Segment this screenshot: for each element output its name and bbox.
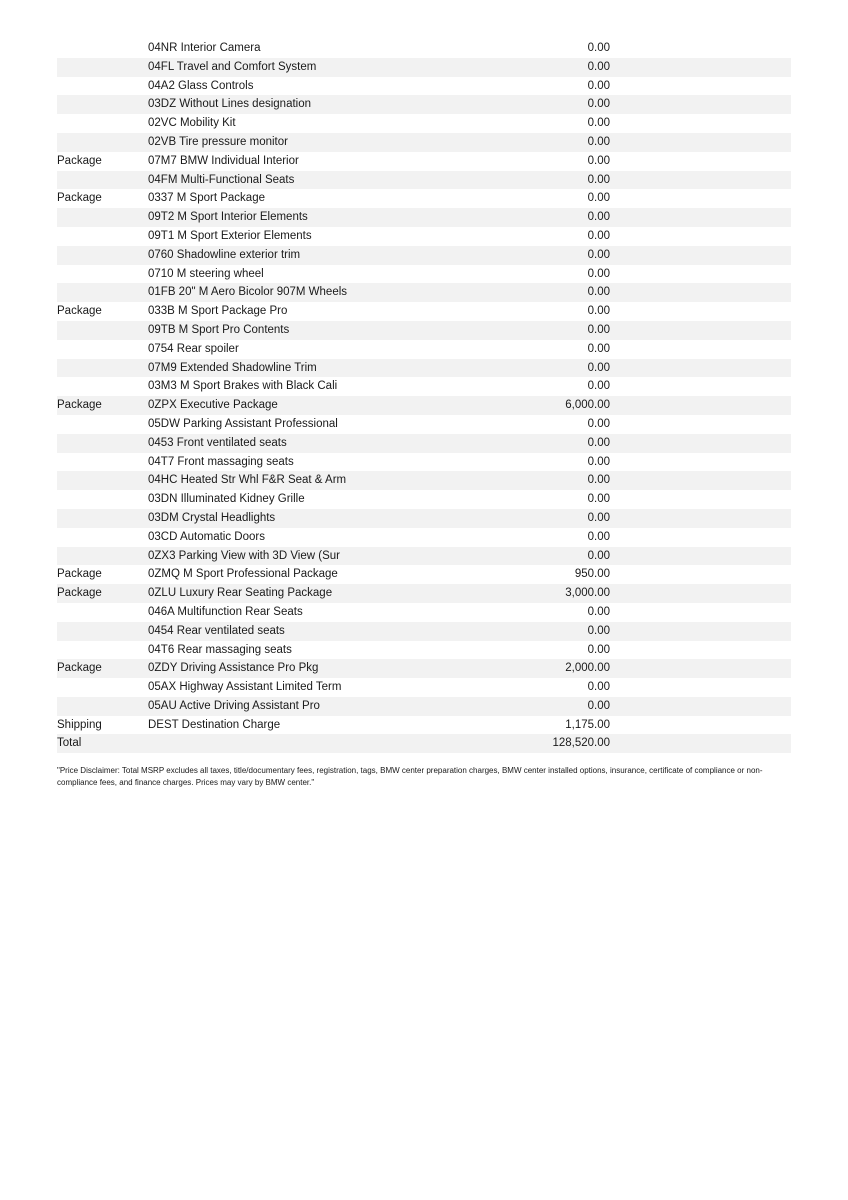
- table-row: [57, 603, 791, 622]
- row-type: [57, 58, 148, 77]
- row-spacer: [610, 171, 791, 190]
- row-price: 0.00: [587, 79, 610, 92]
- row-price: 0.00: [587, 624, 610, 637]
- row-spacer: [610, 396, 791, 415]
- row-description: 04FM Multi-Functional Seats: [148, 173, 295, 186]
- row-type: [57, 547, 148, 566]
- row-type: [57, 208, 148, 227]
- row-price: 0.00: [587, 361, 610, 374]
- row-description: 0ZDY Driving Assistance Pro Pkg: [148, 662, 319, 675]
- row-type: Package: [57, 399, 102, 412]
- row-type: Package: [57, 662, 102, 675]
- table-row: [57, 133, 791, 152]
- row-type: [57, 453, 148, 472]
- row-type: [57, 415, 148, 434]
- row-description: 09T1 M Sport Exterior Elements: [148, 229, 312, 242]
- row-price: 0.00: [587, 305, 610, 318]
- row-spacer: [610, 189, 791, 208]
- row-price: 0.00: [587, 455, 610, 468]
- table-row: [57, 39, 791, 58]
- row-type: [57, 678, 148, 697]
- table-row: [57, 434, 791, 453]
- row-spacer: [610, 565, 791, 584]
- row-type: Package: [57, 305, 102, 318]
- row-price: 950.00: [574, 568, 610, 581]
- row-spacer: [610, 58, 791, 77]
- row-description: [148, 734, 438, 753]
- row-type: [57, 490, 148, 509]
- row-price: 0.00: [587, 530, 610, 543]
- table-row: [57, 227, 791, 246]
- table-row: [57, 547, 791, 566]
- row-description: 04FL Travel and Comfort System: [148, 60, 317, 73]
- row-spacer: [610, 641, 791, 660]
- table-row: [57, 95, 791, 114]
- row-description: 0760 Shadowline exterior trim: [148, 248, 301, 261]
- row-description: 0754 Rear spoiler: [148, 342, 239, 355]
- row-price: 1,175.00: [565, 718, 610, 731]
- row-description: 02VC Mobility Kit: [148, 117, 236, 130]
- table-row: [57, 359, 791, 378]
- row-spacer: [610, 359, 791, 378]
- row-type: Package: [57, 154, 102, 167]
- row-type: [57, 114, 148, 133]
- row-type: [57, 283, 148, 302]
- row-description: 05AX Highway Assistant Limited Term: [148, 681, 342, 694]
- row-spacer: [610, 734, 791, 753]
- row-spacer: [610, 208, 791, 227]
- row-price: 128,520.00: [552, 737, 610, 750]
- row-description: 0454 Rear ventilated seats: [148, 624, 285, 637]
- table-row: [57, 509, 791, 528]
- table-row: [57, 565, 791, 584]
- row-spacer: [610, 283, 791, 302]
- table-row: [57, 716, 791, 735]
- row-price: 0.00: [587, 436, 610, 449]
- row-description: 04A2 Glass Controls: [148, 79, 254, 92]
- row-type: [57, 321, 148, 340]
- row-type: Total: [57, 737, 82, 750]
- row-spacer: [610, 114, 791, 133]
- row-description: 0ZMQ M Sport Professional Package: [148, 568, 338, 581]
- row-price: 0.00: [587, 211, 610, 224]
- row-type: [57, 95, 148, 114]
- table-row: [57, 377, 791, 396]
- table-row: [57, 77, 791, 96]
- row-type: [57, 359, 148, 378]
- row-spacer: [610, 547, 791, 566]
- row-type: [57, 471, 148, 490]
- table-row: [57, 584, 791, 603]
- row-price: 0.00: [587, 643, 610, 656]
- row-price: 0.00: [587, 380, 610, 393]
- row-description: 03CD Automatic Doors: [148, 530, 265, 543]
- row-spacer: [610, 133, 791, 152]
- row-spacer: [610, 302, 791, 321]
- row-description: 0ZPX Executive Package: [148, 399, 278, 412]
- row-price: 0.00: [587, 493, 610, 506]
- table-row: [57, 265, 791, 284]
- row-price: 6,000.00: [565, 399, 610, 412]
- row-description: 033B M Sport Package Pro: [148, 305, 288, 318]
- row-description: 02VB Tire pressure monitor: [148, 135, 288, 148]
- row-spacer: [610, 95, 791, 114]
- table-row: [57, 659, 791, 678]
- row-description: 0ZX3 Parking View with 3D View (Sur: [148, 549, 340, 562]
- row-price: 0.00: [587, 681, 610, 694]
- row-price: 0.00: [587, 192, 610, 205]
- row-spacer: [610, 415, 791, 434]
- row-spacer: [610, 340, 791, 359]
- row-type: [57, 434, 148, 453]
- row-price: 0.00: [587, 154, 610, 167]
- row-type: [57, 246, 148, 265]
- row-spacer: [610, 321, 791, 340]
- row-spacer: [610, 603, 791, 622]
- table-row: [57, 321, 791, 340]
- table-row: [57, 283, 791, 302]
- options-table-body: [57, 39, 791, 753]
- row-spacer: [610, 265, 791, 284]
- table-row: [57, 114, 791, 133]
- row-price: 0.00: [587, 699, 610, 712]
- row-spacer: [610, 697, 791, 716]
- row-price: 0.00: [587, 474, 610, 487]
- row-description: 03DN Illuminated Kidney Grille: [148, 493, 305, 506]
- row-type: [57, 171, 148, 190]
- document-page: [57, 39, 791, 753]
- row-spacer: [610, 471, 791, 490]
- row-price: 0.00: [587, 248, 610, 261]
- row-description: 03M3 M Sport Brakes with Black Cali: [148, 380, 338, 393]
- vehicle-options-table: [57, 39, 791, 753]
- row-description: 04T6 Rear massaging seats: [148, 643, 292, 656]
- table-row: [57, 340, 791, 359]
- row-description: 05AU Active Driving Assistant Pro: [148, 699, 320, 712]
- row-spacer: [610, 39, 791, 58]
- row-description: DEST Destination Charge: [148, 718, 281, 731]
- table-row: [57, 246, 791, 265]
- row-price: 0.00: [587, 42, 610, 54]
- row-spacer: [610, 528, 791, 547]
- row-spacer: [610, 434, 791, 453]
- row-description: 09TB M Sport Pro Contents: [148, 323, 290, 336]
- row-price: 0.00: [587, 286, 610, 299]
- row-description: 03DM Crystal Headlights: [148, 511, 276, 524]
- row-description: 01FB 20" M Aero Bicolor 907M Wheels: [148, 286, 348, 299]
- row-type: [57, 77, 148, 96]
- row-type: Package: [57, 568, 102, 581]
- row-spacer: [610, 246, 791, 265]
- row-type: Package: [57, 192, 102, 205]
- table-row: [57, 641, 791, 660]
- row-price: 0.00: [587, 605, 610, 618]
- row-price: 0.00: [587, 342, 610, 355]
- row-price: 0.00: [587, 323, 610, 336]
- table-row: [57, 697, 791, 716]
- row-spacer: [610, 227, 791, 246]
- row-type: [57, 509, 148, 528]
- row-type: [57, 265, 148, 284]
- row-price: 0.00: [587, 511, 610, 524]
- table-row: [57, 302, 791, 321]
- row-description: 04T7 Front massaging seats: [148, 455, 294, 468]
- table-row: [57, 171, 791, 190]
- row-spacer: [610, 152, 791, 171]
- table-row: [57, 734, 791, 753]
- row-description: 0453 Front ventilated seats: [148, 436, 287, 449]
- row-price: 0.00: [587, 267, 610, 280]
- table-row: [57, 622, 791, 641]
- table-row: [57, 152, 791, 171]
- row-description: 04HC Heated Str Whl F&R Seat & Arm: [148, 474, 347, 487]
- row-spacer: [610, 659, 791, 678]
- row-type: [57, 377, 148, 396]
- table-row: [57, 490, 791, 509]
- row-type: Shipping: [57, 718, 102, 731]
- row-description: 04NR Interior Camera: [148, 42, 261, 54]
- row-type: [57, 133, 148, 152]
- row-description: 07M9 Extended Shadowline Trim: [148, 361, 317, 374]
- row-type: [57, 603, 148, 622]
- table-row: [57, 415, 791, 434]
- row-type: [57, 622, 148, 641]
- row-description: 05DW Parking Assistant Professional: [148, 417, 338, 430]
- table-row: [57, 678, 791, 697]
- row-price: 2,000.00: [565, 662, 610, 675]
- row-type: [57, 39, 148, 58]
- row-description: 0710 M steering wheel: [148, 267, 264, 280]
- row-price: 0.00: [587, 117, 610, 130]
- row-type: [57, 528, 148, 547]
- row-type: [57, 697, 148, 716]
- row-spacer: [610, 377, 791, 396]
- row-price: 0.00: [587, 417, 610, 430]
- price-disclaimer: "Price Disclaimer: Total MSRP excludes all taxes, title/documentary fees, registration, tags, BMW center preparation charges, BMW center installed options, insurance, certificate of compliance or non-compliance fees, and finance charges. Prices may vary by BMW center.": [57, 766, 763, 787]
- row-spacer: [610, 716, 791, 735]
- row-spacer: [610, 622, 791, 641]
- row-price: 0.00: [587, 549, 610, 562]
- table-row: [57, 528, 791, 547]
- row-description: 03DZ Without Lines designation: [148, 98, 312, 111]
- row-price: 0.00: [587, 229, 610, 242]
- row-description: 09T2 M Sport Interior Elements: [148, 211, 308, 224]
- row-spacer: [610, 77, 791, 96]
- table-row: [57, 208, 791, 227]
- table-row: [57, 453, 791, 472]
- row-spacer: [610, 509, 791, 528]
- row-description: 0337 M Sport Package: [148, 192, 265, 205]
- table-row: [57, 58, 791, 77]
- row-spacer: [610, 584, 791, 603]
- table-row: [57, 189, 791, 208]
- row-type: Package: [57, 587, 102, 600]
- table-row: [57, 471, 791, 490]
- row-price: 0.00: [587, 135, 610, 148]
- row-price: 3,000.00: [565, 587, 610, 600]
- row-spacer: [610, 490, 791, 509]
- table-row: [57, 396, 791, 415]
- row-price: 0.00: [587, 60, 610, 73]
- row-price: 0.00: [587, 98, 610, 111]
- row-type: [57, 340, 148, 359]
- row-type: [57, 641, 148, 660]
- row-type: [57, 227, 148, 246]
- row-description: 07M7 BMW Individual Interior: [148, 154, 299, 167]
- row-price: 0.00: [587, 173, 610, 186]
- row-description: 0ZLU Luxury Rear Seating Package: [148, 587, 333, 600]
- row-spacer: [610, 453, 791, 472]
- row-spacer: [610, 678, 791, 697]
- row-description: 046A Multifunction Rear Seats: [148, 605, 303, 618]
